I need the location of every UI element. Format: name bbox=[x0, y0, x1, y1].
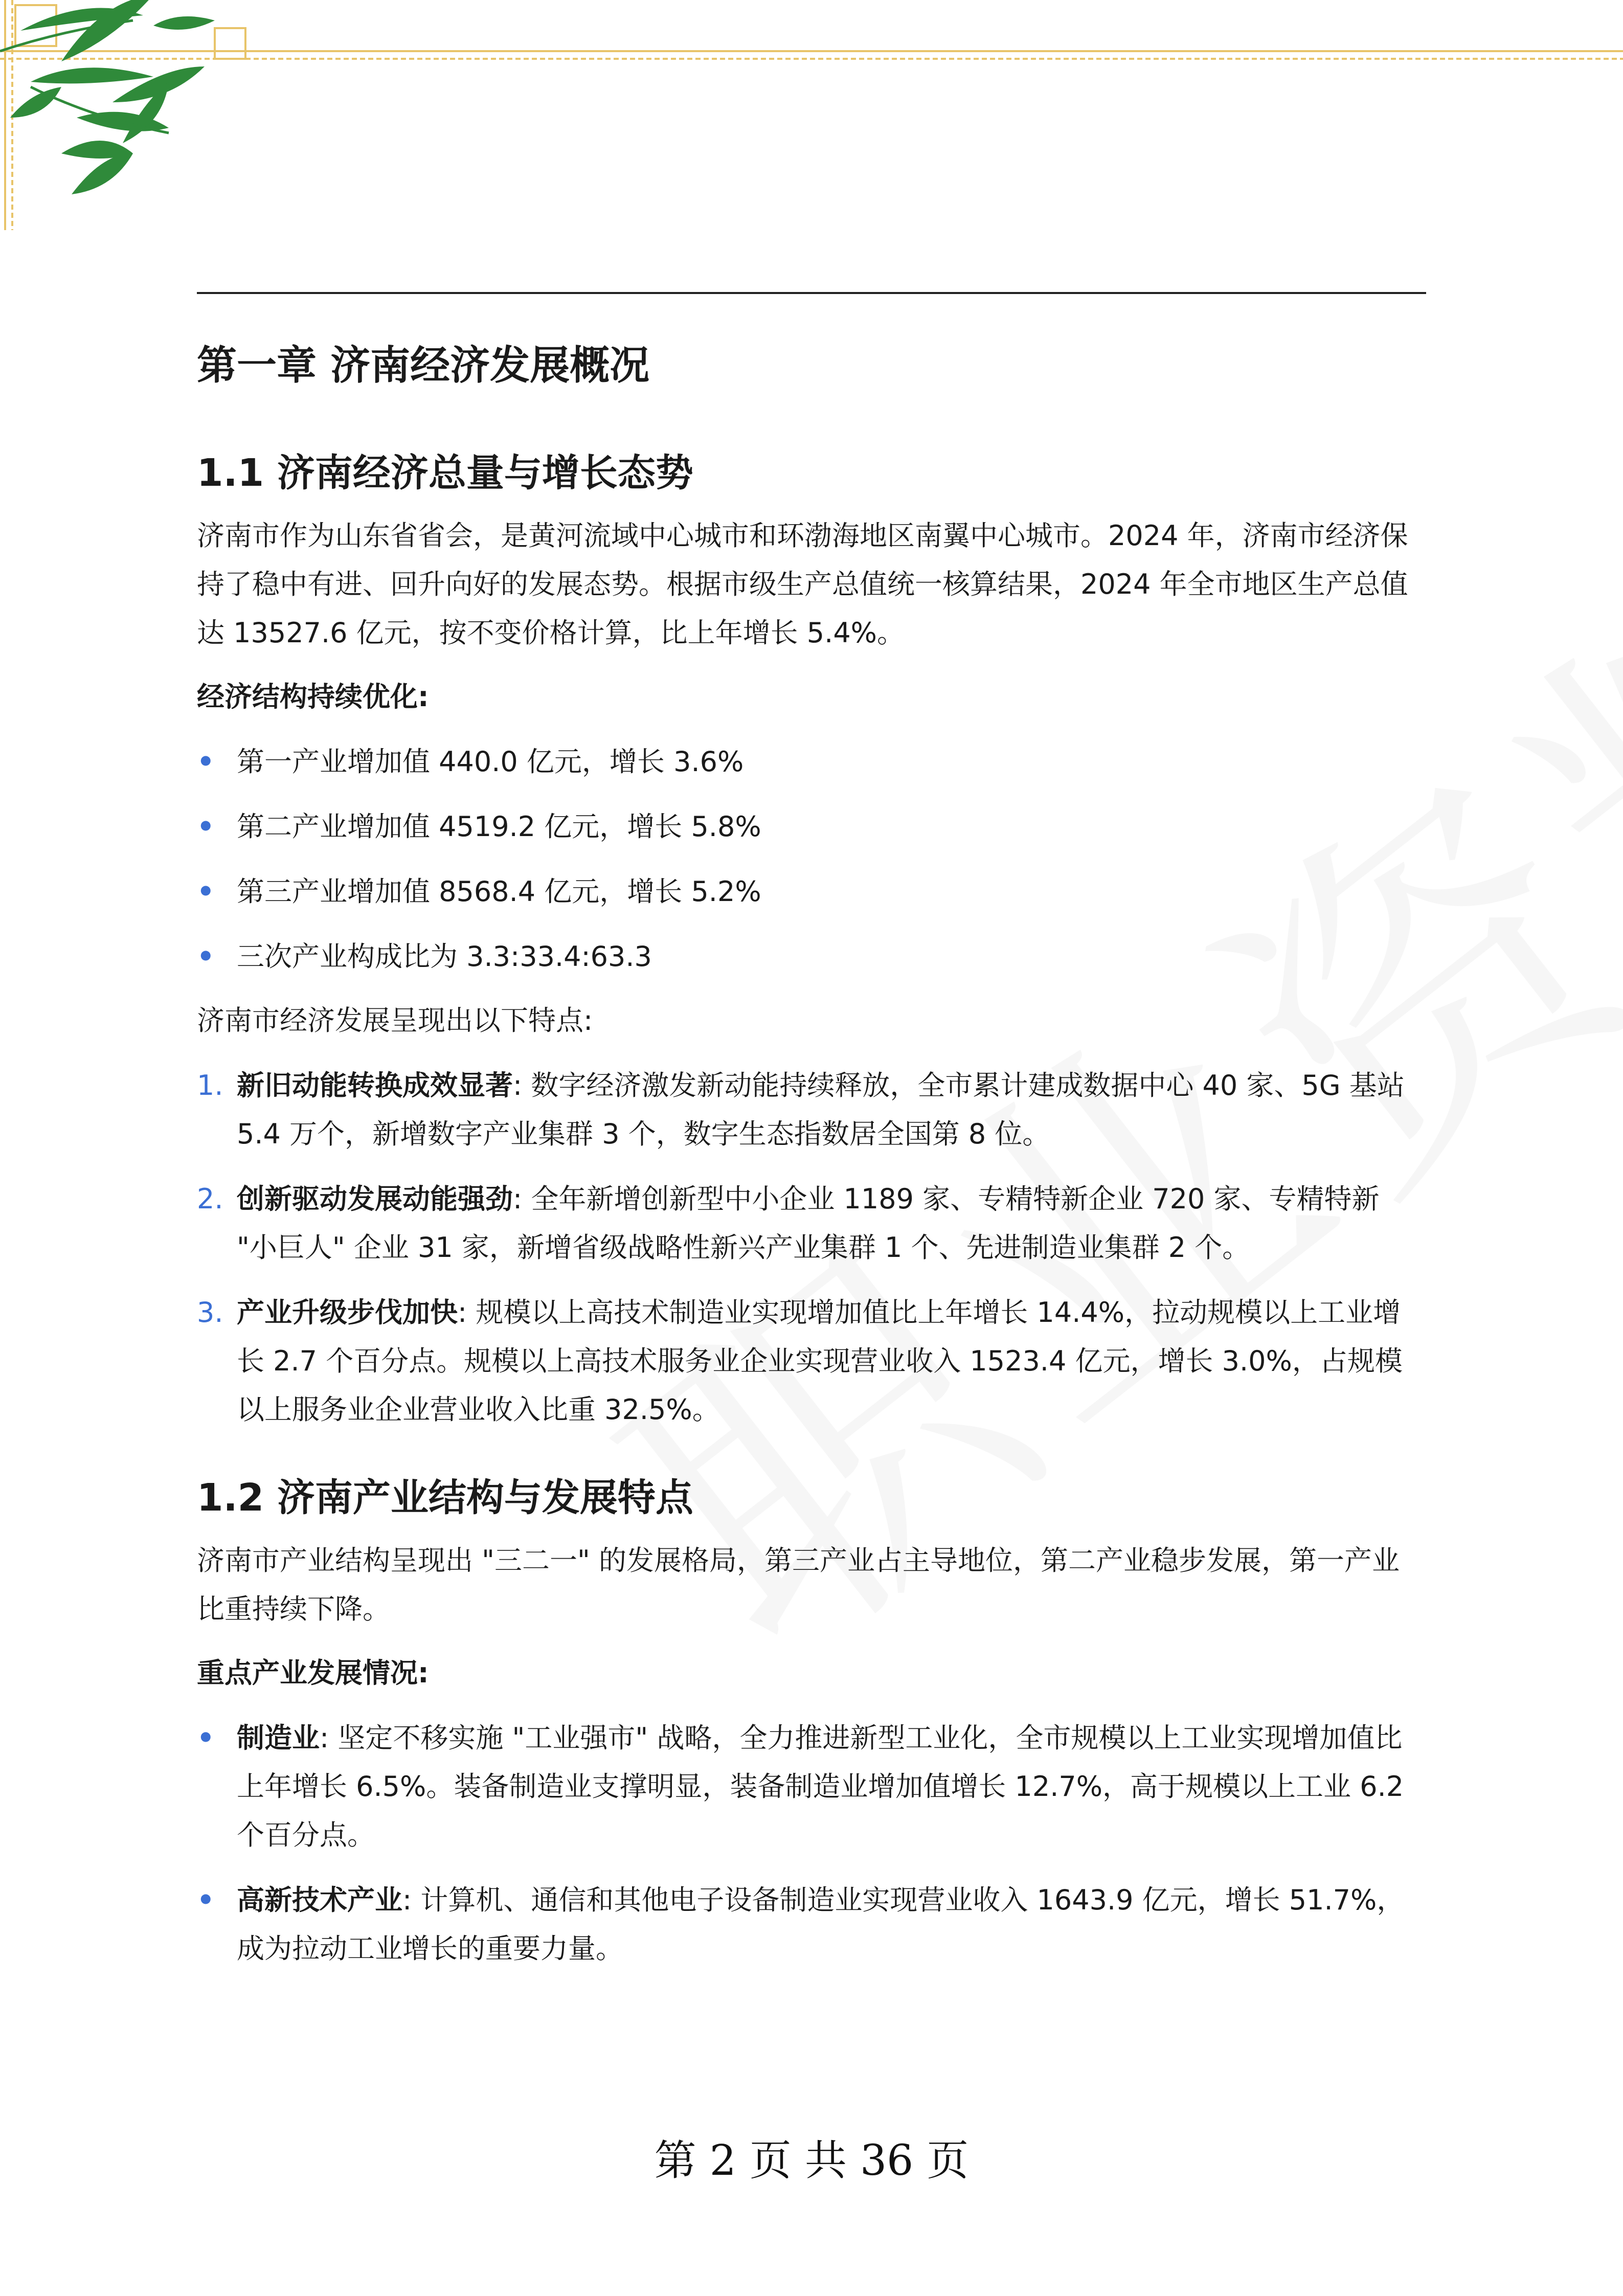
chapter-title: 第一章 济南经济发展概况 bbox=[197, 343, 650, 389]
features-list bbox=[197, 1061, 1426, 1434]
bamboo-leaves-decoration bbox=[0, 0, 1623, 240]
list-item: • 第二产业增加值 4519.2 亿元，增长 5.8% bbox=[197, 802, 1426, 851]
list-item: • 第一产业增加值 440.0 亿元，增长 3.6% bbox=[197, 737, 1426, 786]
structure-label: 经济结构持续优化: bbox=[197, 681, 429, 713]
section-1-title: 1.1 济南经济总量与增长态势 bbox=[197, 451, 693, 495]
structure-list bbox=[197, 737, 1426, 981]
bullet-dot-icon: • bbox=[197, 875, 215, 908]
list-item: • 三次产业构成比为 3.3:33.4:63.3 bbox=[197, 932, 1426, 981]
list-item: 1. 新旧动能转换成效显著: 数字经济激发新动能持续释放，全市累计建成数据中心 40 家、5G 基站 5.4 万个，新增数字产业集群 3 个，数字生态指数居全国第 8 位。 bbox=[197, 1069, 1405, 1150]
list-item: • 制造业: 坚定不移实施 "工业强市" 战略，全力推进新型工业化，全市规模以上工业实现增加值比上年增长 6.5%。装备制造业支撑明显，装备制造业增加值增长 12.7%，高于规模以上工业 6.2 个百分点。 bbox=[197, 1714, 1426, 1859]
industry-list bbox=[197, 1714, 1426, 1973]
list-item: • 高新技术产业: 计算机、通信和其他电子设备制造业实现营业收入 1643.9 亿元，增长 51.7%，成为拉动工业增长的重要力量。 bbox=[197, 1876, 1426, 1973]
list-item: 2. 创新驱动发展动能强劲: 全年新增创新型中小企业 1189 家、专精特新企业 720 家、专精特新 "小巨人" 企业 31 家，新增省级战略性新兴产业集群 1 个、先进制造业集群 2 个。 bbox=[197, 1183, 1380, 1264]
bullet-dot-icon: • bbox=[197, 811, 215, 843]
section-1-intro: 济南市作为山东省省会，是黄河流域中心城市和环渤海地区南翼中心城市。2024 年，济南市经济保持了稳中有进、回升向好的发展态势。根据市级生产总值统一核算结果，2024 年全市地区生产总值达 13527.6 亿元，按不变价格计算，比上年增长 5.4%。 bbox=[197, 520, 1408, 649]
bullet-dot-icon: • bbox=[197, 1884, 215, 1916]
industry-label: 重点产业发展情况: bbox=[197, 1657, 429, 1689]
section-2-intro: 济南市产业结构呈现出 "三二一" 的发展格局，第三产业占主导地位，第二产业稳步发展，第一产业比重持续下降。 bbox=[197, 1544, 1400, 1625]
bullet-dot-icon: • bbox=[197, 940, 215, 973]
bullet-dot-icon: • bbox=[197, 1722, 215, 1754]
header-rule bbox=[197, 292, 1426, 294]
list-item: 3. 产业升级步伐加快: 规模以上高技术制造业实现增加值比上年增长 14.4%，拉动规模以上工业增长 2.7 个百分点。规模以上高技术服务业企业实现营业收入 1523.4 亿元，增长 3.0%，占规模以上服务业企业营业收入比重 32.5%。 bbox=[197, 1296, 1403, 1426]
document-body bbox=[197, 332, 1426, 1973]
bullet-dot-icon: • bbox=[197, 746, 215, 778]
features-label: 济南市经济发展呈现出以下特点: bbox=[197, 1004, 593, 1037]
page-footer: 第 2 页 共 36 页 bbox=[654, 2136, 969, 2185]
section-2-title: 1.2 济南产业结构与发展特点 bbox=[197, 1476, 693, 1520]
list-item: • 第三产业增加值 8568.4 亿元，增长 5.2% bbox=[197, 867, 1426, 916]
